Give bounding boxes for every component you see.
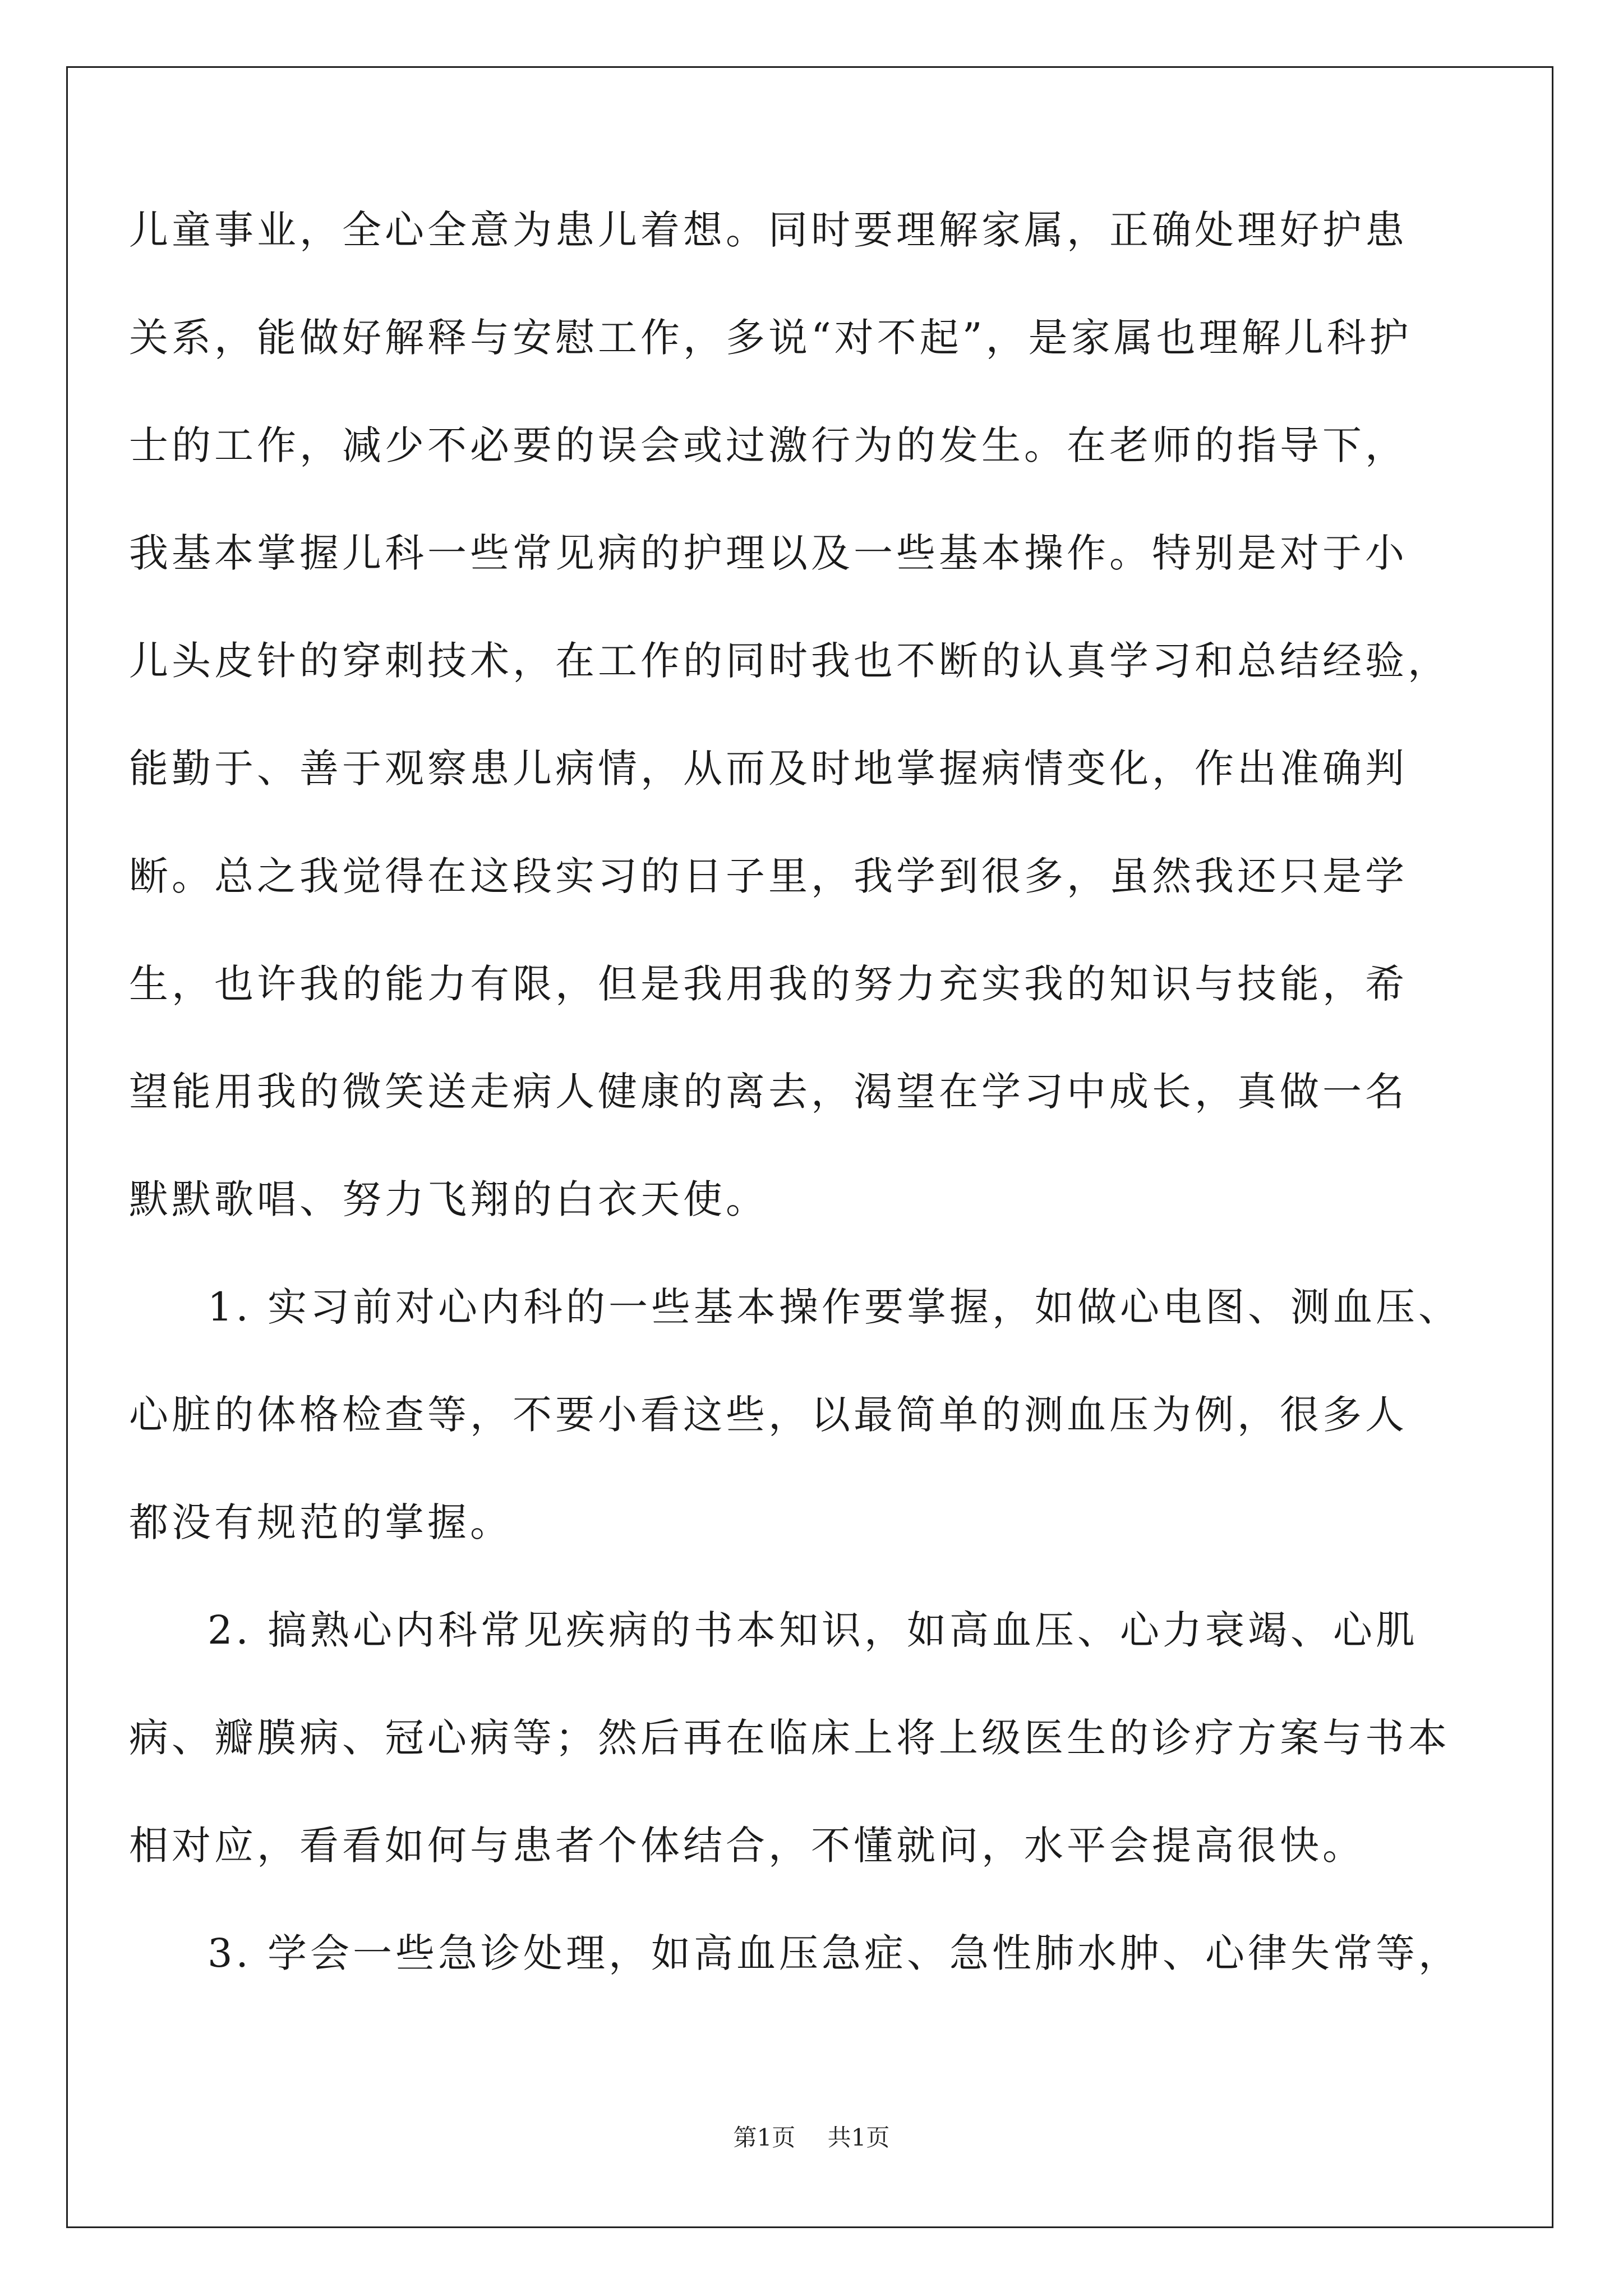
numbered-item-3-line: 3. 学会一些急诊处理，如高血压急症、急性肺水肿、心律失常等， — [208, 1930, 1461, 1976]
text-line: 生，也许我的能力有限，但是我用我的努力充实我的知识与技能，希 — [129, 961, 1408, 1007]
text-line: 病、瓣膜病、冠心病等；然后再在临床上将上级医生的诊疗方案与书本 — [129, 1715, 1450, 1761]
text-line: 默默歌唱、努力飞翔的白衣天使。 — [129, 1176, 768, 1222]
page-footer — [0, 2126, 1623, 2150]
text-line: 士的工作，减少不必要的误会或过激行为的发生。在老师的指导下， — [129, 422, 1408, 468]
document-body — [129, 207, 1495, 2041]
text-line: 相对应，看看如何与患者个体结合，不懂就问，水平会提高很快。 — [129, 1823, 1365, 1869]
numbered-item-2-line: 2. 搞熟心内科常见疾病的书本知识，如高血压、心力衰竭、心肌 — [208, 1607, 1419, 1653]
page-number: 第1页 — [733, 2124, 796, 2151]
text-line: 能勤于、善于观察患儿病情，从而及时地掌握病情变化，作出准确判 — [129, 746, 1408, 792]
text-line: 心脏的体格检查等，不要小看这些，以最简单的测血压为例，很多人 — [129, 1392, 1408, 1438]
text-line: 都没有规范的掌握。 — [129, 1499, 513, 1545]
text-line: 断。总之我觉得在这段实习的日子里，我学到很多，虽然我还只是学 — [129, 853, 1408, 899]
text-line: 我基本掌握儿科一些常见病的护理以及一些基本操作。特别是对于小 — [129, 530, 1408, 576]
text-line: 儿童事业，全心全意为患儿着想。同时要理解家属，正确处理好护患 — [129, 207, 1408, 253]
text-line: 儿头皮针的穿刺技术，在工作的同时我也不断的认真学习和总结经验， — [129, 638, 1450, 684]
text-line: 关系，能做好解释与安慰工作，多说“对不起”，是家属也理解儿科护 — [129, 315, 1412, 361]
page-total: 共1页 — [827, 2124, 890, 2151]
text-line: 望能用我的微笑送走病人健康的离去，渴望在学习中成长，真做一名 — [129, 1069, 1408, 1115]
numbered-item-1-line: 1. 实习前对心内科的一些基本操作要掌握，如做心电图、测血压、 — [208, 1284, 1461, 1330]
